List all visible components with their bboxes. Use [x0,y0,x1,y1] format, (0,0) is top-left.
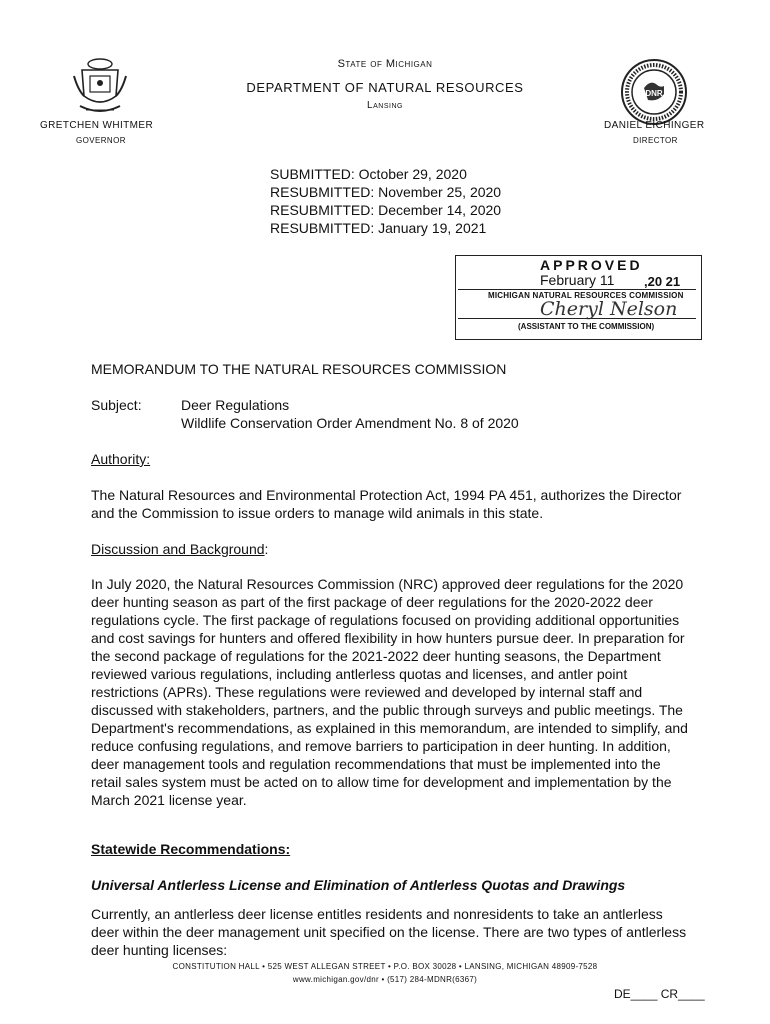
assistant-title: (ASSISTANT TO THE COMMISSION) [518,322,655,331]
subject-label: Subject: [91,397,142,413]
initials-field: DE____ CR____ [614,987,705,1001]
approval-divider [458,289,696,290]
license-paragraph: Currently, an antlerless deer license entitles residents and nonresidents to take an antlerless deer within the deer management unit specified on the license. There are two types of antlerless deer hunting licenses: [91,906,687,958]
discussion-paragraph: In July 2020, the Natural Resources Commission (NRC) approved deer regulations for the 2020 deer hunting season as part of the first package of deer regulations for the 2020-2022 deer regulations cycle. The first package of regulations focused on providing additional opportunities and cost savings for hunters and offered flexibility in how hunters pursue deer. In preparation for the second package of regulations for the 2021-2022 deer hunting seasons, the Department reviewed various regulations, including antlerless quotas and licenses, and antler point restrictions (APRs). These regulations were reviewed and developed by internal staff and discussed with stakeholders, partners, and the public through surveys and public meetings. The Department's recommendations, as explained in this memorandum, are intended to simplify, and reduce confusing regulations, and remove barriers to participation in deer hunting. In addition, deer management tools and regulation recommendations that must be implemented into the retail sales system must be acted on to allow time for development and implementation by the March 2021 license year. [91,576,688,808]
commission-name: MICHIGAN NATURAL RESOURCES COMMISSION [488,291,684,300]
submission-dates [270,165,501,237]
dnr-seal-text: DNR [645,89,663,98]
signature-line [458,318,696,319]
director-name: DANIEL EICHINGER [604,120,705,131]
authority-heading: Authority: [91,451,151,467]
footer-address: CONSTITUTION HALL • 525 WEST ALLEGAN STREET • P.O. BOX 30028 • LANSING, MICHIGAN 48909-7528 [172,962,598,971]
governor-title: GOVERNOR [76,136,126,145]
subject-line: Wildlife Conservation Order Amendment No. 8 of 2020 [181,415,519,431]
resubmitted-line: RESUBMITTED: November 25, 2020 [270,184,502,200]
department-name: DEPARTMENT OF NATURAL RESOURCES [246,80,524,95]
authority-paragraph: The Natural Resources and Environmental Protection Act, 1994 PA 451, authorizes the Director and the Commission to issue orders to manage wild animals in this state. [91,487,682,521]
director-title: DIRECTOR [633,136,678,145]
governor-name: GRETCHEN WHITMER [40,120,154,131]
memo-title: MEMORANDUM TO THE NATURAL RESOURCES COMMISSION [91,361,507,377]
discussion-heading-text: Discussion and Background [91,541,265,557]
discussion-heading-colon: : [264,541,269,557]
state-name: State of Michigan [337,58,433,70]
resubmitted-line: RESUBMITTED: January 19, 2021 [270,220,487,236]
signature: Cheryl Nelson [540,298,678,320]
footer-contact: www.michigan.gov/dnr • (517) 284-MDNR(6367) [292,975,478,984]
approved-date: February 11 [540,272,615,288]
submitted-line: SUBMITTED: October 29, 2020 [270,166,467,182]
resubmitted-line: RESUBMITTED: December 14, 2020 [270,202,502,218]
discussion-heading [91,540,268,558]
universal-license-heading: Universal Antlerless License and Elimination of Antlerless Quotas and Drawings [91,877,626,893]
statewide-heading: Statewide Recommendations: [91,841,291,857]
approved-year: ,20 21 [644,274,681,289]
city-name: Lansing [367,100,403,111]
approved-title: APPROVED [540,257,643,273]
subject-line: Deer Regulations [181,397,290,413]
